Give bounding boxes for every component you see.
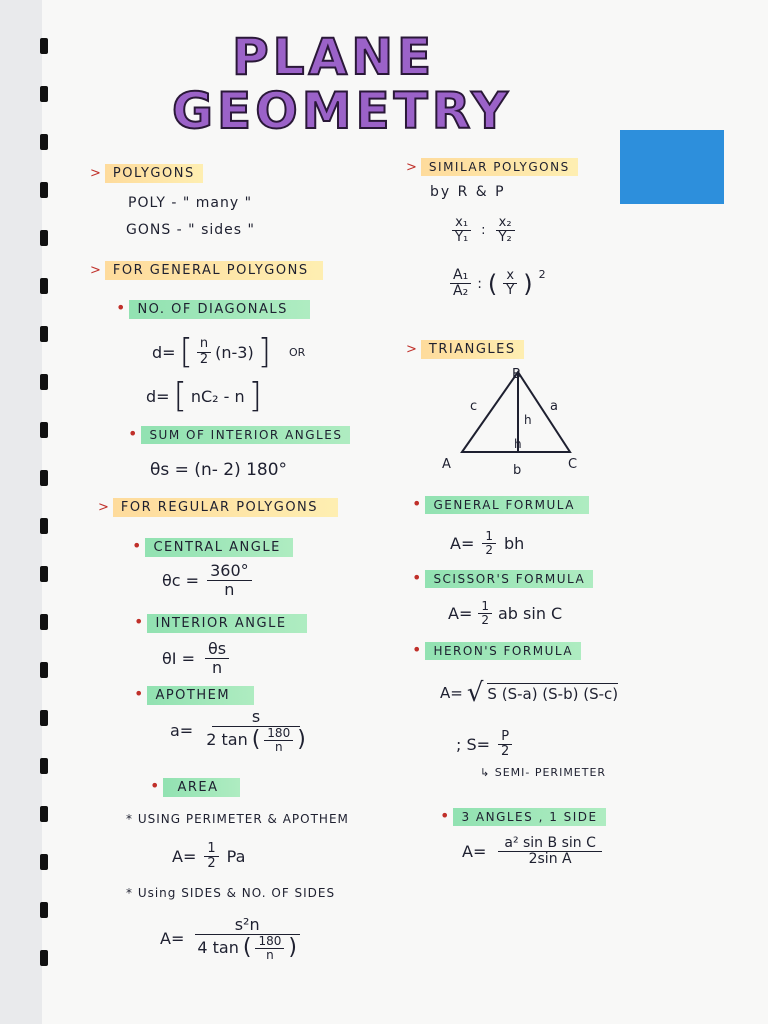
area-formula-sides: A= s²n 4 tan ( $\frac{180}{n}$ ) (160, 916, 300, 962)
title-line-2: GEOMETRY (172, 82, 512, 140)
area-formula-perimeter: A= $\frac{1}{2}$ Pa (172, 841, 246, 872)
vertex-a-label: A (442, 457, 451, 472)
binding-hole (40, 518, 48, 534)
semi-perimeter-note: ↳ SEMI- PERIMETER (480, 766, 607, 779)
three-angles-one-side-label: • 3 ANGLES , 1 SIDE (440, 806, 606, 825)
binding-hole (40, 182, 48, 198)
title-line-1: PLANE (232, 28, 436, 86)
apothem-label: • APOTHEM (134, 684, 254, 703)
diagonals-label: • NO. OF DIAGONALS (116, 298, 310, 317)
arrow-icon: > (90, 263, 101, 278)
herons-formula-label: • HERON'S FORMULA (412, 640, 581, 659)
binding-hole (40, 38, 48, 54)
area-label: • AREA (150, 776, 240, 795)
sum-interior-angles-label: • SUM OF INTERIOR ANGLES (128, 424, 350, 443)
binding-hole (40, 806, 48, 822)
general-formula-label: • GENERAL FORMULA (412, 494, 589, 513)
interior-angle-formula: θI = $\frac{\theta s}{n}$ (162, 640, 229, 676)
scissors-formula: A= $\frac{1}{2}$ ab sin C (448, 599, 563, 628)
triangle-diagram (440, 362, 600, 480)
binding-hole (40, 374, 48, 390)
polygons-heading: > POLYGONS (90, 162, 203, 181)
side-a-label: a (550, 399, 558, 414)
vertex-c-label: C (568, 457, 578, 472)
triangles-heading: > TRIANGLES (406, 338, 524, 357)
general-formula: A= $\frac{1}{2}$ bh (450, 529, 525, 558)
binding-hole (40, 470, 48, 486)
arrow-icon: > (90, 166, 101, 181)
binding-hole (40, 134, 48, 150)
poly-meaning: POLY - " many " (128, 195, 253, 211)
height-label-lower: h (514, 437, 522, 451)
semi-perimeter-formula: ; S= $\frac{P}{2}$ (456, 730, 512, 760)
binding-hole (40, 710, 48, 726)
sticky-note (620, 130, 724, 204)
spiral-binding (40, 38, 52, 988)
central-angle-label: • CENTRAL ANGLE (132, 536, 293, 555)
binding-hole (40, 662, 48, 678)
binding-hole (40, 566, 48, 582)
similar-ratio-sides: $\frac{\text{x₁}}{\text{Y₁}}$ : $\frac{\text{x₂}}{\text{Y₂}}$ (452, 216, 515, 246)
binding-hole (40, 854, 48, 870)
arrow-icon: > (98, 500, 109, 515)
three-angles-formula: A= $\frac{\text{a² sin B sin C}}{\text{2sin A}}$ (462, 836, 602, 868)
apothem-formula: a= s 2 tan ( $\frac{180}{n}$ ) (170, 707, 306, 754)
area-note-sides: * Using SIDES & NO. OF SIDES (126, 886, 336, 900)
herons-formula: A= √ S (S-a) (S-b) (S-c) (440, 678, 619, 708)
interior-angle-label: • INTERIOR ANGLE (134, 612, 307, 631)
similar-ratio-areas: $\frac{\text{A₁}}{\text{A₂}}$ : ( $\frac{x}{Y}$ ) 2 (450, 268, 546, 300)
binding-hole (40, 278, 48, 294)
binding-hole (40, 950, 48, 966)
scissors-formula-label: • SCISSOR'S FORMULA (412, 568, 593, 587)
side-b-label: b (513, 463, 522, 478)
general-polygons-heading: > FOR GENERAL POLYGONS (90, 259, 323, 278)
similar-polygons-heading: > SIMILAR POLYGONS (406, 156, 578, 175)
binding-hole (40, 230, 48, 246)
sum-interior-formula: θs = (n- 2) 180° (150, 460, 288, 480)
diagonals-formula-2: d= [ nC₂ - n ] (146, 376, 262, 416)
binding-hole (40, 86, 48, 102)
binding-hole (40, 902, 48, 918)
area-note-perimeter: * USING PERIMETER & APOTHEM (126, 812, 349, 826)
diagonals-formula-1: d= [ $\frac{n}{2}$ (n-3) ] OR (152, 332, 306, 372)
binding-hole (40, 758, 48, 774)
gons-meaning: GONS - " sides " (126, 222, 255, 238)
regular-polygons-heading: > FOR REGULAR POLYGONS (98, 496, 338, 515)
vertex-b-label: B (512, 367, 521, 382)
binding-hole (40, 614, 48, 630)
binding-hole (40, 326, 48, 342)
binding-hole (40, 422, 48, 438)
similar-by-rp: by R & P (430, 184, 506, 200)
central-angle-formula: θc = $\frac{360^\circ}{n}$ (162, 562, 252, 598)
arrow-icon: > (406, 160, 417, 175)
height-label: h (524, 413, 532, 427)
arrow-icon: > (406, 342, 417, 357)
side-c-label: c (470, 399, 478, 414)
